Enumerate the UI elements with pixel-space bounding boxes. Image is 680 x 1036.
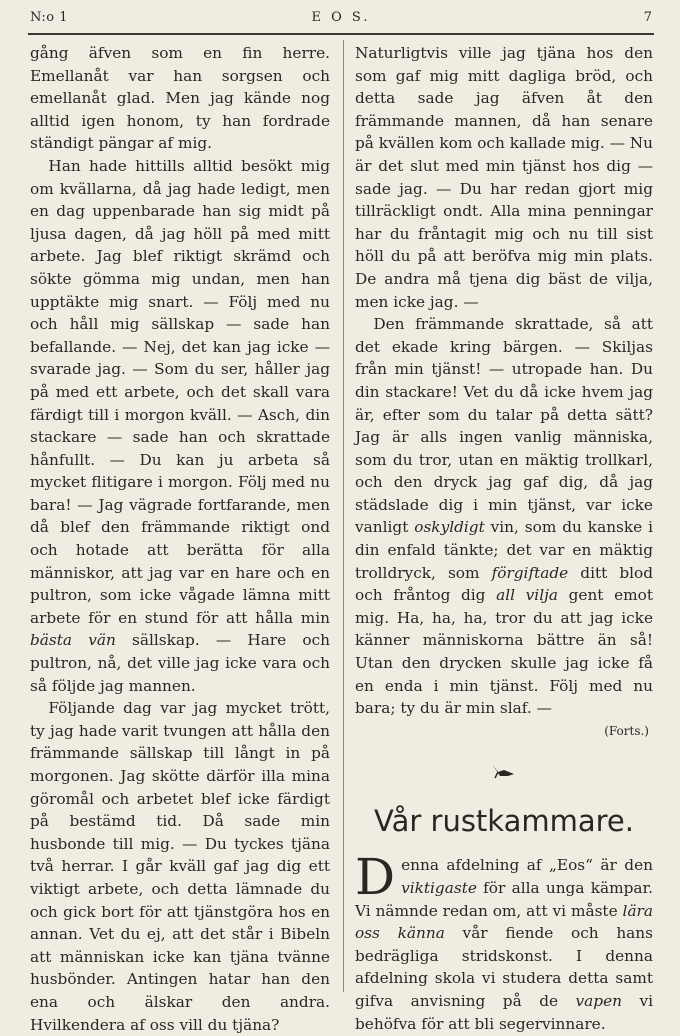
left-column (30, 42, 330, 1036)
drop-cap: D (355, 848, 396, 907)
right-column (355, 42, 653, 1035)
right-paragraph-1: Naturligtvis ville jag tjäna hos den som gaf mig mitt dagliga bröd, och detta sade jag äfven åt den främmande mannen, då han senare på kvällen kom och kallade mig. — Nu är det slut med min tjänst hos dig — sade jag. — Du har redan gjort mig tillräckligt ondt. Alla mina penningar har du fråntagit mig och nu till sist höll du på att beröfva mig min plats. De andra må tjena dig bäst de vilja, men icke jag. — (355, 44, 654, 311)
section-body: Denna afdelning af „Eos“ är den viktigaste för alla unga kämpar. Vi nämnde redan om, att vi måste lära oss känna vår fiende och hans bedrägliga stridskonst. I denna afdelning skola vi studera detta samt gifva anvisning på de vapen vi behöfva för att bli segervinnare. (355, 848, 653, 1033)
continued-note: (Forts.) (604, 723, 649, 738)
emphasis-forgiftade: förgiftade (491, 563, 569, 582)
running-header (30, 6, 652, 32)
emphasis-viktigaste: viktigaste (401, 879, 477, 897)
emphasis-basta-van: bästa vän (30, 631, 116, 650)
issue-number: N:o 1 (30, 10, 69, 25)
left-paragraph-3: Följande dag var jag mycket trött, ty jag hade varit tvungen att hålla den främmande sällskap till långt in på morgonen. Jag skötte därför illa mina göromål och arbetet blef icke färdigt på bestämd tid. Då sade min husbonde till mig. — Du tyckes tjäna två herrar. I går kväll gaf jag dig ett viktigt arbete, och detta lämnade du och gick bort för att tjänstgöra hos en annan. Vet du ej, att det står i Bibeln att människan icke kan tjäna tvänne husbönder. Antingen hatar han den ena och älskar den andra. Hvilkendera af oss vill du tjäna? (30, 699, 330, 1034)
section-title: Vår rustkammare. (374, 804, 634, 839)
emphasis-lara-oss-kanna: lära oss känna (355, 901, 653, 943)
header-rule (28, 33, 654, 35)
emphasis-vapen: vapen (575, 991, 622, 1010)
dove-ornament-icon (355, 758, 653, 782)
emphasis-oskyldigt: oskyldigt (414, 518, 485, 537)
left-paragraph-2: Han hade hittills alltid besökt mig om kvällarna, då jag hade ledigt, men en dag uppenbarade han sig midt på ljusa dagen, då jag höll på med mitt arbete. Jag blef riktigt skrämd och sökte gömma mig undan, men han upptäkte mig snart. — Följ med nu och håll mig sällskap — sade han befallande. — Nej, det kan jag icke — svarade jag. — Som du ser, håller jag på med ett arbete, och det skall vara färdigt till i morgon kväll. — Asch, din stackare — sade han och skrattade hånfullt. — Du kan ju arbeta så mycket flitigare i morgon. Följ med nu bara! — Jag vägrade fortfarande, men då blef den främmande riktigt ond och hotade att berätta för alla människor, att jag var en hare och en pultron, som icke vågade lämna mitt arbete för en stund för att hålla min bästa vän sällskap. — Hare och pultron, nå, det ville jag icke vara och så följde jag mannen. (30, 156, 330, 695)
right-paragraph-2: Den främmande skrattade, så att det ekade kring bärgen. — Skiljas från min tjänst! — utropade han. Du din stackare! Vet du då icke hvem jag är, efter som du talar på detta sätt? Jag är alls ingen vanlig människa, som du tror, utan en mäktig trollkarl, och den dryck jag gaf dig, då jag städslade dig i min tjänst, var icke vanligt oskyldigt vin, som du kanske i din enfald tänkte; det var en mäktig trolldryck, som förgiftade ditt blod och fråntog dig all vilja gent emot mig. Ha, ha, ha, tror du att jag icke känner människorna bättre än så! Utan den drycken skulle jag icke få en enda i min tjänst. Följ med nu bara; ty du är min slaf. — (355, 315, 654, 718)
column-divider (343, 40, 344, 992)
emphasis-all-vilja: all vilja (496, 586, 558, 605)
journal-title: E O S. (311, 10, 371, 25)
page-number: 7 (643, 10, 652, 25)
left-paragraph-1: gång äfven som en fin herre. Emellanåt var han sorgsen och emellanåt glad. Men jag kände nog alltid igen honom, ty han fordrade ständigt pängar af mig. (30, 44, 330, 153)
